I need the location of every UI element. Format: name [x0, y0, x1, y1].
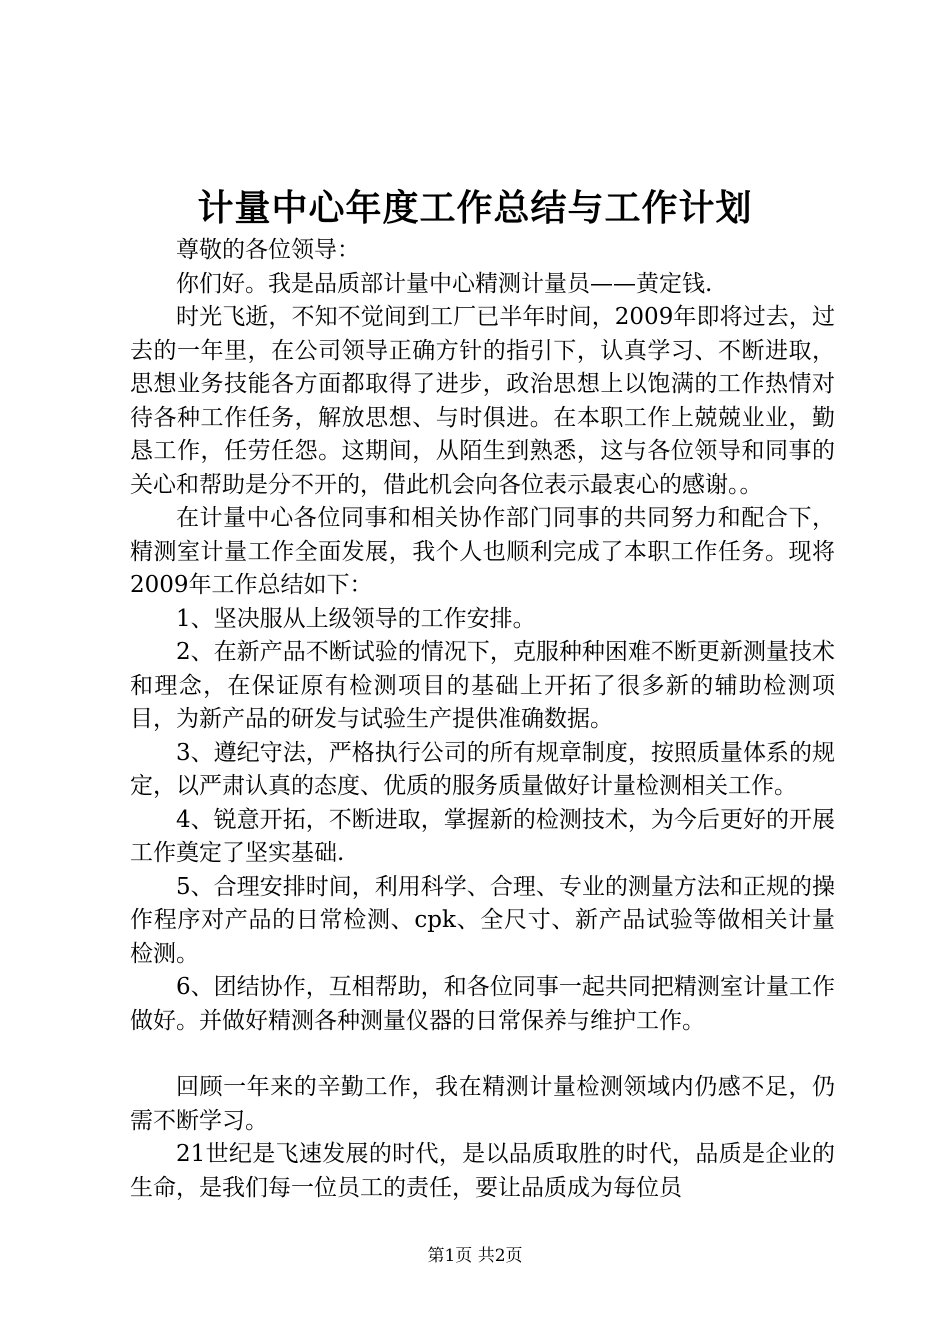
summary-item-5: 5、合理安排时间，利用科学、合理、专业的测量方法和正规的操作程序对产品的日常检测、cpk、全尺寸、新产品试验等做相关计量检测。 — [130, 873, 835, 967]
document-body — [130, 234, 835, 1205]
summary-item-3: 3、遵纪守法，严格执行公司的所有规章制度，按照质量体系的规定，以严肃认真的态度、优质的服务质量做好计量检测相关工作。 — [130, 739, 835, 799]
summary-item-2: 2、在新产品不断试验的情况下，克服种种困难不断更新测量技术和理念，在保证原有检测项目的基础上开拓了很多新的辅助检测项目，为新产品的研发与试验生产提供准确数据。 — [130, 639, 835, 732]
summary-item-6: 6、团结协作，互相帮助，和各位同事一起共同把精测室计量工作做好。并做好精测各种测量仪器的日常保养与维护工作。 — [130, 974, 835, 1034]
summary-intro-paragraph: 在计量中心各位同事和相关协作部门同事的共同努力和配合下，精测室计量工作全面发展，我个人也顺利完成了本职工作任务。现将2009年工作总结如下： — [130, 505, 835, 598]
summary-item-1: 1、坚决服从上级领导的工作安排。 — [176, 605, 536, 632]
summary-item-4: 4、锐意开拓，不断进取，掌握新的检测技术，为今后更好的开展工作奠定了坚实基础. — [130, 806, 835, 866]
page-number: 第1页 共2页 — [427, 1246, 523, 1266]
salutation: 尊敬的各位领导： — [176, 237, 360, 263]
greeting-paragraph: 你们好。我是品质部计量中心精测计量员——黄定钱. — [176, 270, 713, 297]
document-title: 计量中心年度工作总结与工作计划 — [197, 187, 753, 229]
century-paragraph: 21世纪是飞速发展的时代，是以品质取胜的时代，品质是企业的生命，是我们每一位员工的责任，要让品质成为每位员 — [130, 1141, 835, 1201]
intro-paragraph: 时光飞逝，不知不觉间到工厂已半年时间，2009年即将过去，过去的一年里，在公司领导正确方针的指引下，认真学习、不断进取，思想业务技能各方面都取得了进步，政治思想上以饱满的工作热情对待各种工作任务，解放思想、与时俱进。在本职工作上兢兢业业，勤恳工作，任劳任怨。这期间，从陌生到熟悉，这与各位领导和同事的关心和帮助是分不开的，借此机会向各位表示最衷心的感谢。。 — [130, 304, 835, 498]
review-paragraph: 回顾一年来的辛勤工作，我在精测计量检测领域内仍感不足，仍需不断学习。 — [130, 1074, 835, 1134]
